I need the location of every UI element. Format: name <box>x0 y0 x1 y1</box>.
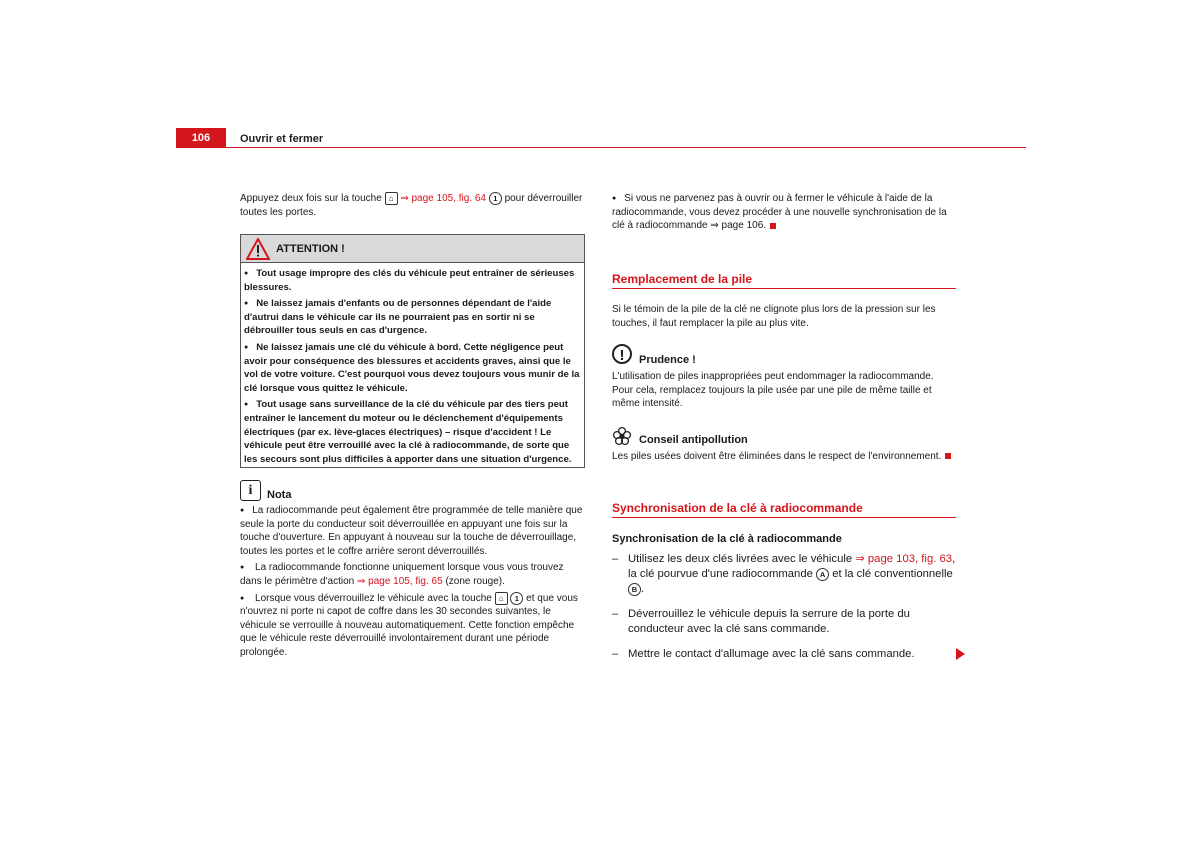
step-text: , la clé pourvue d'une radiocommande <box>628 553 956 580</box>
warning-item: ● Ne laissez jamais une clé du véhicule à bord. Cette négligence peut avoir pour conséquence des blessures et accidents graves, ainsi que le vol de votre voiture. C'est pourquoi vous devez toujours vous munir de la clé lorsque vous quittez le véhicule. <box>244 341 581 395</box>
warning-body <box>241 263 584 466</box>
info-icon: i <box>240 480 261 501</box>
warning-title: ATTENTION ! <box>276 242 345 255</box>
nota-item-text-end: et que vous n'ouvrez ni porte ni capot de coffre dans les 30 secondes suivantes, le véhicule se verrouille à nouveau automatiquement. Cette fonction empêche que le véhicule reste déverrouillé involontairement durant une période prolongée. <box>240 592 578 659</box>
nota-item <box>240 592 584 660</box>
unlock-key-icon: ⌂ <box>495 592 508 605</box>
unlock-key-icon: ⌂ <box>385 192 398 205</box>
nota-item-text: Lorsque vous déverrouillez le véhicule avec la touche <box>255 592 492 604</box>
intro-paragraph <box>240 192 584 219</box>
page-number: 106 <box>191 132 211 144</box>
warning-triangle-icon <box>246 238 270 260</box>
sync-note <box>612 192 956 233</box>
callout-b-icon: B <box>628 583 641 596</box>
battery-text: Si le témoin de la pile de la clé ne clignote plus lors de la pression sur les touches, il faut remplacer la pile au plus vite. <box>612 304 936 329</box>
eco-text <box>612 450 956 464</box>
warning-header <box>241 235 584 263</box>
nota-item: ● La radiocommande peut également être programmée de telle manière que seule la porte du conducteur soit déverrouillée en appuyant une fois sur la touche d'ouverture. En appuyant à nouveau sur la touche de déverrouillage, toutes les portes et le coffre arrière seront déverrouillés. <box>240 504 584 558</box>
warning-item: ● Ne laissez jamais d'enfants ou de personnes dépendant de l'aide d'autrui dans le véhicule car ils ne pourraient pas en sortir ni se débrouiller tous seuls en cas d'urgence. <box>244 297 581 338</box>
callout-1-icon: 1 <box>489 192 502 205</box>
sync-subtitle: Synchronisation de la clé à radiocommande <box>612 533 842 545</box>
step-dash: – <box>612 648 619 660</box>
section-title-battery: Remplacement de la pile <box>612 272 956 289</box>
intro-text: Appuyez deux fois sur la touche <box>240 193 382 205</box>
nota-body <box>240 504 584 663</box>
caution-text: L'utilisation de piles inappropriées peut endommager la radiocommande. Pour cela, remplacez toujours la pile usée par une pile de même taille et même intensité. <box>612 371 934 410</box>
caution-icon: ! <box>612 344 632 364</box>
page-reference-link[interactable]: ⇒ page 105, fig. 64 <box>400 193 486 205</box>
flower-eco-icon <box>612 426 632 446</box>
callout-a-icon: A <box>816 568 829 581</box>
section-end-marker <box>770 223 776 229</box>
caution-title: Prudence ! <box>639 354 696 366</box>
nota-item-text-end: (zone rouge). <box>445 575 505 587</box>
callout-1-icon: 1 <box>510 592 523 605</box>
warning-box <box>240 234 585 468</box>
eco-title: Conseil antipollution <box>639 434 748 446</box>
continue-arrow-icon <box>956 648 965 660</box>
nota-title: Nota <box>267 489 292 501</box>
step-dash: – <box>612 553 619 565</box>
section-title-sync: Synchronisation de la clé à radiocommande <box>612 501 956 518</box>
step-1 <box>612 552 962 597</box>
eco-text-body: Les piles usées doivent être éliminées dans le respect de l'environnement. <box>612 451 942 462</box>
step-dash: – <box>612 608 619 620</box>
nota-item <box>240 561 584 588</box>
warning-item: ● Tout usage sans surveillance de la clé du véhicule par des tiers peut entraîner le lancement du moteur ou le déclenchement d'équipements électriques (par ex. lève-glaces électriques) – risque d'accident ! Le véhicule peut être verrouillé avec la clé à radiocommande, de sorte que les secours sont plus difficiles à apporter dans une situation d'urgence. <box>244 398 581 466</box>
page-reference-link[interactable]: ⇒ page 105, fig. 65 <box>356 575 443 587</box>
step-text: Déverrouillez le véhicule depuis la serrure de la porte du conducteur avec la clé sans commande. <box>628 608 910 635</box>
step-text: Mettre le contact d'allumage avec la clé sans commande. <box>628 648 915 660</box>
chapter-title: Ouvrir et fermer <box>240 133 324 145</box>
intro-text-end: pour déverrouiller toutes les portes. <box>240 193 583 218</box>
page-reference-link[interactable]: ⇒ page 103, fig. 63 <box>855 553 953 565</box>
section-end-marker <box>945 453 951 459</box>
step-3 <box>612 647 962 662</box>
step-text: . <box>641 583 645 595</box>
step-2 <box>612 607 962 637</box>
step-text: Utilisez les deux clés livrées avec le véhicule <box>628 553 853 565</box>
nota-item-text: La radiocommande fonctionne uniquement lorsque vous vous trouvez dans le périmètre d'action <box>240 562 564 587</box>
header-divider <box>176 147 1026 148</box>
step-text: et la clé conventionnelle <box>832 568 953 580</box>
warning-item: ● Tout usage impropre des clés du véhicule peut entraîner de sérieuses blessures. <box>244 267 581 294</box>
sync-note-text: Si vous ne parvenez pas à ouvrir ou à fermer le véhicule à l'aide de la radiocommande, vous devez procéder à une nouvelle synchronisation de la clé à radiocommande ⇒ page 106. <box>612 193 947 232</box>
